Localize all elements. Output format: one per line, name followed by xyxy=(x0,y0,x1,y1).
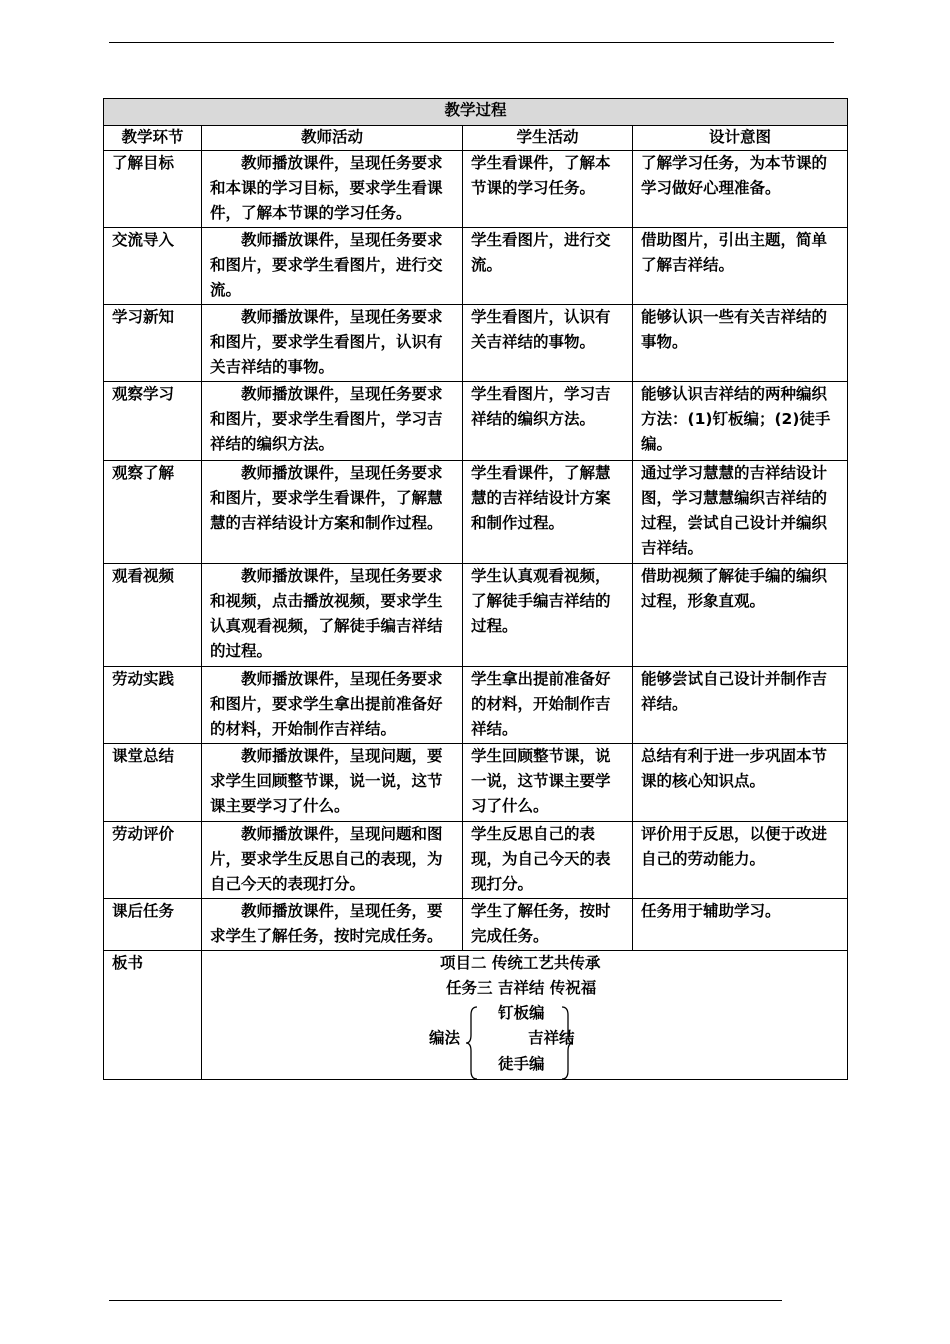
design-intent-cell: 总结有利于进一步巩固本节课的核心知识点。 xyxy=(633,744,848,822)
board-task-title: 任务三 吉祥结 传祝福 xyxy=(446,979,597,997)
design-intent-cell: 能够尝试自己设计并制作吉祥结。 xyxy=(633,667,848,744)
design-intent-cell: 通过学习慧慧的吉祥结设计图，学习慧慧编织吉祥结的过程，尝试自己设计并编织吉祥结。 xyxy=(633,461,848,564)
student-activity-cell: 学生了解任务，按时完成任务。 xyxy=(463,899,633,951)
stage-cell: 劳动评价 xyxy=(104,822,202,899)
teaching-process-table xyxy=(103,98,848,1080)
design-intent-cell: 能够认识吉祥结的两种编织方法：(1)钉板编；(2)徒手编。 xyxy=(633,382,848,461)
table-row xyxy=(104,822,848,899)
design-intent-cell: 任务用于辅助学习。 xyxy=(633,899,848,951)
stage-cell: 课堂总结 xyxy=(104,744,202,822)
teacher-activity-cell: 教师播放课件，呈现任务，要求学生了解任务，按时完成任务。 xyxy=(202,899,463,951)
board-knot-name: 吉祥结 xyxy=(528,1029,575,1047)
table-row xyxy=(104,228,848,305)
footer-rule xyxy=(109,1300,782,1301)
design-intent-cell: 评价用于反思，以便于改进自己的劳动能力。 xyxy=(633,822,848,899)
left-brace-icon xyxy=(465,1005,479,1080)
design-intent-cell: 借助图片，引出主题，简单了解吉祥结。 xyxy=(633,228,848,305)
board-project-title: 项目二 传统工艺共传承 xyxy=(440,954,601,972)
table-row xyxy=(104,667,848,744)
board-label: 板书 xyxy=(104,951,202,1080)
student-activity-cell: 学生看图片，认识有关吉祥结的事物。 xyxy=(463,305,633,382)
teacher-activity-cell: 教师播放课件，呈现任务要求和图片，要求学生看图片，认识有关吉祥结的事物。 xyxy=(202,305,463,382)
design-intent-cell: 了解学习任务，为本节课的学习做好心理准备。 xyxy=(633,151,848,228)
teacher-activity-cell: 教师播放课件，呈现任务要求和图片，要求学生看图片，进行交流。 xyxy=(202,228,463,305)
student-activity-cell: 学生看图片，学习吉祥结的编织方法。 xyxy=(463,382,633,461)
board-method-nail-board: 钉板编 xyxy=(498,1004,545,1022)
table-row xyxy=(104,899,848,951)
table-row xyxy=(104,151,848,228)
header-student: 学生活动 xyxy=(463,126,633,151)
stage-cell: 交流导入 xyxy=(104,228,202,305)
teacher-activity-cell: 教师播放课件，呈现任务要求和图片，要求学生拿出提前准备好的材料，开始制作吉祥结。 xyxy=(202,667,463,744)
student-activity-cell: 学生反思自己的表现，为自己今天的表现打分。 xyxy=(463,822,633,899)
student-activity-cell: 学生看课件，了解慧慧的吉祥结设计方案和制作过程。 xyxy=(463,461,633,564)
right-brace-icon xyxy=(560,1005,574,1080)
table-row xyxy=(104,564,848,667)
table-row xyxy=(104,461,848,564)
stage-cell: 观察了解 xyxy=(104,461,202,564)
stage-cell: 了解目标 xyxy=(104,151,202,228)
teacher-activity-cell: 教师播放课件，呈现任务要求和本课的学习目标，要求学生看课件，了解本节课的学习任务。 xyxy=(202,151,463,228)
header-stage: 教学环节 xyxy=(104,126,202,151)
header-intent: 设计意图 xyxy=(633,126,848,151)
teacher-activity-cell: 教师播放课件，呈现问题和图片，要求学生反思自己的表现，为自己今天的表现打分。 xyxy=(202,822,463,899)
board-method-freehand: 徒手编 xyxy=(498,1055,545,1073)
board-method-label: 编法 xyxy=(429,1029,461,1047)
teacher-activity-cell: 教师播放课件，呈现任务要求和视频，点击播放视频，要求学生认真观看视频，了解徒手编吉祥结的过程。 xyxy=(202,564,463,667)
design-intent-cell: 借助视频了解徒手编的编织过程，形象直观。 xyxy=(633,564,848,667)
stage-cell: 观看视频 xyxy=(104,564,202,667)
teacher-activity-cell: 教师播放课件，呈现任务要求和图片，要求学生看课件，了解慧慧的吉祥结设计方案和制作过程。 xyxy=(202,461,463,564)
student-activity-cell: 学生看课件，了解本节课的学习任务。 xyxy=(463,151,633,228)
stage-cell: 课后任务 xyxy=(104,899,202,951)
teacher-activity-cell: 教师播放课件，呈现任务要求和图片，要求学生看图片，学习吉祥结的编织方法。 xyxy=(202,382,463,461)
board-content xyxy=(202,951,848,1080)
stage-cell: 学习新知 xyxy=(104,305,202,382)
table-title: 教学过程 xyxy=(104,99,848,126)
teacher-activity-cell: 教师播放课件，呈现问题，要求学生回顾整节课，说一说，这节课主要学习了什么。 xyxy=(202,744,463,822)
header-rule xyxy=(109,42,834,43)
student-activity-cell: 学生拿出提前准备好的材料，开始制作吉祥结。 xyxy=(463,667,633,744)
header-teacher: 教师活动 xyxy=(202,126,463,151)
design-intent-cell: 能够认识一些有关吉祥结的事物。 xyxy=(633,305,848,382)
student-activity-cell: 学生回顾整节课，说一说，这节课主要学习了什么。 xyxy=(463,744,633,822)
table-row xyxy=(104,382,848,461)
student-activity-cell: 学生看图片，进行交流。 xyxy=(463,228,633,305)
board-row xyxy=(104,951,848,1080)
stage-cell: 观察学习 xyxy=(104,382,202,461)
table-row xyxy=(104,305,848,382)
stage-cell: 劳动实践 xyxy=(104,667,202,744)
student-activity-cell: 学生认真观看视频，了解徒手编吉祥结的过程。 xyxy=(463,564,633,667)
table-row xyxy=(104,744,848,822)
